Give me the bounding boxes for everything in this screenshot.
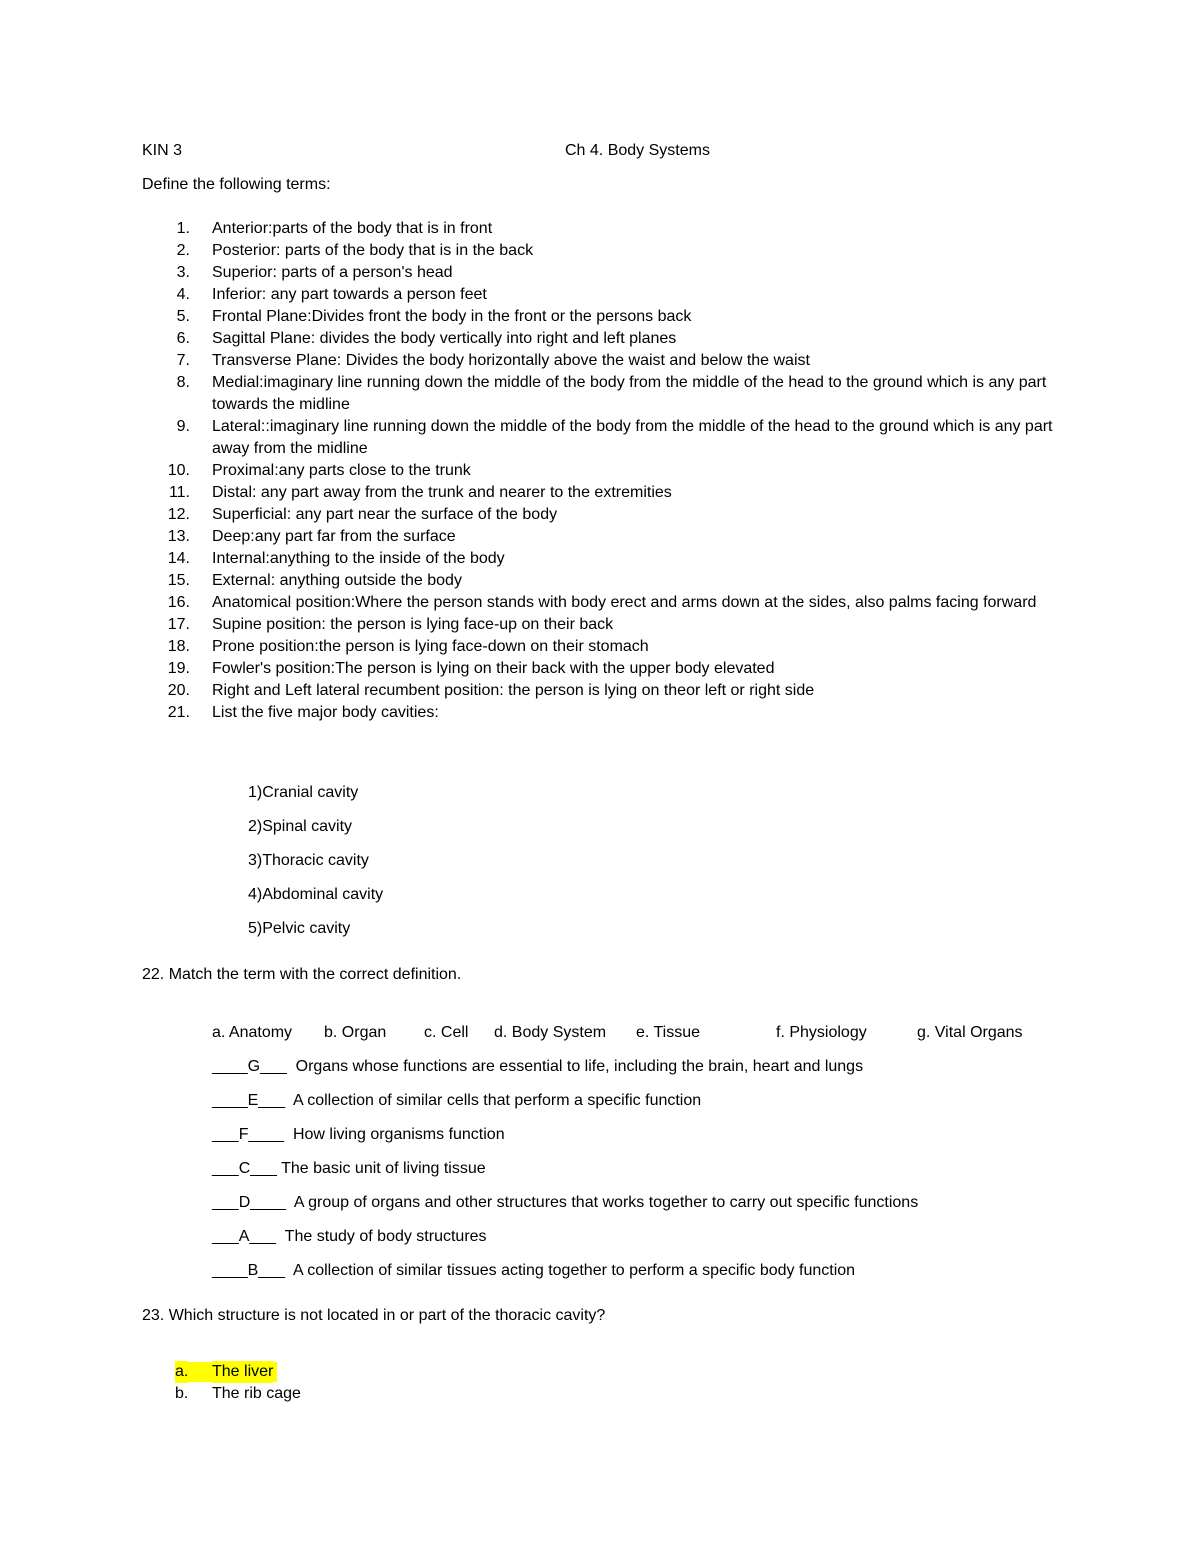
term-item xyxy=(0,416,1200,460)
term-text: Fowler's position:The person is lying on their back with the upper body elevated xyxy=(212,660,775,677)
term-text: Deep:any part far from the surface xyxy=(212,528,456,545)
term-item xyxy=(0,614,1200,636)
match-item xyxy=(212,1056,918,1090)
term-item xyxy=(0,482,1200,504)
term-item xyxy=(0,460,1200,482)
term-number: 19. xyxy=(167,660,190,677)
term-text: Anterior:parts of the body that is in front xyxy=(212,220,493,237)
match-definition: The study of body structures xyxy=(284,1228,487,1245)
match-blank: ___A___ xyxy=(212,1228,277,1245)
term-text: Posterior: parts of the body that is in the back xyxy=(212,242,534,259)
cavities-list xyxy=(248,782,383,952)
chapter-title: Ch 4. Body Systems xyxy=(565,142,710,159)
choice-anatomy: a. Anatomy xyxy=(212,1024,293,1041)
term-item xyxy=(0,526,1200,548)
term-text: Prone position:the person is lying face-down on their stomach xyxy=(212,638,649,655)
match-blank: ____B___ xyxy=(212,1262,285,1279)
term-text: Right and Left lateral recumbent position: the person is lying on theor left or right side xyxy=(212,682,815,699)
term-text: Internal:anything to the inside of the body xyxy=(212,550,505,567)
term-item xyxy=(0,658,1200,680)
term-item xyxy=(0,284,1200,306)
choice-cell: c. Cell xyxy=(424,1024,469,1041)
match-definition: Organs whose functions are essential to life, including the brain, heart and lungs xyxy=(295,1058,864,1075)
match-definition: How living organisms function xyxy=(292,1126,505,1143)
match-item xyxy=(212,1260,918,1294)
match-blank: ___D____ xyxy=(212,1194,286,1211)
term-text: Distal: any part away from the trunk and nearer to the extremities xyxy=(212,484,672,501)
question-22-prompt: 22. Match the term with the correct definition. xyxy=(142,966,462,983)
cavity-item: 4)Abdominal cavity xyxy=(248,886,384,903)
match-item xyxy=(212,1090,918,1124)
cavity-item: 1)Cranial cavity xyxy=(248,784,359,801)
choice-physiology: f. Physiology xyxy=(776,1024,867,1041)
answer-letter: b. xyxy=(175,1385,189,1402)
match-blank: ____E___ xyxy=(212,1092,285,1109)
term-number: 3. xyxy=(176,264,190,281)
match-definition: A collection of similar cells that perform a specific function xyxy=(292,1092,702,1109)
match-item xyxy=(212,1226,918,1260)
term-number: 13. xyxy=(167,528,190,545)
term-text: Superior: parts of a person's head xyxy=(212,264,453,281)
match-item xyxy=(212,1192,918,1226)
term-item xyxy=(0,570,1200,592)
match-definition: A collection of similar tissues acting together to perform a specific body function xyxy=(292,1262,856,1279)
choice-tissue: e. Tissue xyxy=(636,1024,701,1041)
term-text: Lateral::imaginary line running down the middle of the body from the middle of the head to the ground which is any part away from the midline xyxy=(212,418,1053,457)
question-23-prompt: 23. Which structure is not located in or part of the thoracic cavity? xyxy=(142,1307,606,1324)
term-number: 7. xyxy=(176,352,190,369)
term-number: 16. xyxy=(167,594,190,611)
term-text: Frontal Plane:Divides front the body in the front or the persons back xyxy=(212,308,692,325)
term-text: Transverse Plane: Divides the body horizontally above the waist and below the waist xyxy=(212,352,810,369)
term-text: External: anything outside the body xyxy=(212,572,462,589)
term-item xyxy=(0,504,1200,526)
term-number: 2. xyxy=(176,242,190,259)
term-number: 18. xyxy=(167,638,190,655)
term-item xyxy=(0,680,1200,702)
term-item xyxy=(0,240,1200,262)
term-text: Sagittal Plane: divides the body vertically into right and left planes xyxy=(212,330,677,347)
term-text: Inferior: any part towards a person feet xyxy=(212,286,487,303)
term-text: Medial:imaginary line running down the middle of the body from the middle of the head to the ground which is any part towards the midline xyxy=(212,374,1047,413)
term-number: 20. xyxy=(167,682,190,699)
cavity-item: 3)Thoracic cavity xyxy=(248,852,369,869)
match-blank: ___C___ xyxy=(212,1160,277,1177)
term-text: List the five major body cavities: xyxy=(212,704,439,721)
term-item xyxy=(0,592,1200,614)
cavity-item: 5)Pelvic cavity xyxy=(248,920,351,937)
answer-text: The rib cage xyxy=(212,1385,301,1402)
term-item xyxy=(0,350,1200,372)
term-item xyxy=(0,262,1200,284)
term-text: Proximal:any parts close to the trunk xyxy=(212,462,471,479)
choice-body-system: d. Body System xyxy=(494,1024,607,1041)
term-number: 10. xyxy=(167,462,190,479)
choice-organ: b. Organ xyxy=(324,1024,387,1041)
term-item xyxy=(0,702,1200,724)
match-item xyxy=(212,1124,918,1158)
match-definition: A group of organs and other structures that works together to carry out specific functions xyxy=(293,1194,919,1211)
term-number: 4. xyxy=(176,286,190,303)
term-item xyxy=(0,548,1200,570)
course-title: KIN 3 xyxy=(142,142,183,159)
match-blank: ____G___ xyxy=(212,1058,287,1075)
term-number: 5. xyxy=(176,308,190,325)
matching-list xyxy=(212,1056,918,1294)
match-blank: ___F____ xyxy=(212,1126,285,1143)
terms-list xyxy=(0,218,1200,724)
term-text: Anatomical position:Where the person stands with body erect and arms down at the sides, also palms facing forward xyxy=(212,594,1037,611)
term-item xyxy=(0,306,1200,328)
term-number: 8. xyxy=(176,374,190,391)
answer-letter: a. xyxy=(175,1361,188,1383)
term-number: 9. xyxy=(176,418,190,435)
term-text: Supine position: the person is lying face-up on their back xyxy=(212,616,614,633)
answer-text: The liver xyxy=(212,1361,273,1383)
match-item xyxy=(212,1158,918,1192)
match-definition: The basic unit of living tissue xyxy=(281,1160,486,1177)
term-number: 11. xyxy=(168,484,190,501)
term-number: 15. xyxy=(167,572,190,589)
term-number: 6. xyxy=(176,330,190,347)
matching-choices xyxy=(212,1022,1112,1044)
term-number: 1. xyxy=(176,220,190,237)
term-number: 17. xyxy=(167,616,190,633)
term-text: Superficial: any part near the surface of the body xyxy=(212,506,558,523)
term-item xyxy=(0,636,1200,658)
term-item xyxy=(0,372,1200,416)
term-number: 21. xyxy=(167,704,190,721)
instructions: Define the following terms: xyxy=(142,176,331,193)
term-number: 12. xyxy=(167,506,190,523)
term-number: 14. xyxy=(167,550,190,567)
term-item xyxy=(0,328,1200,350)
choice-vital-organs: g. Vital Organs xyxy=(917,1024,1023,1041)
cavity-item: 2)Spinal cavity xyxy=(248,818,353,835)
term-item xyxy=(0,218,1200,240)
